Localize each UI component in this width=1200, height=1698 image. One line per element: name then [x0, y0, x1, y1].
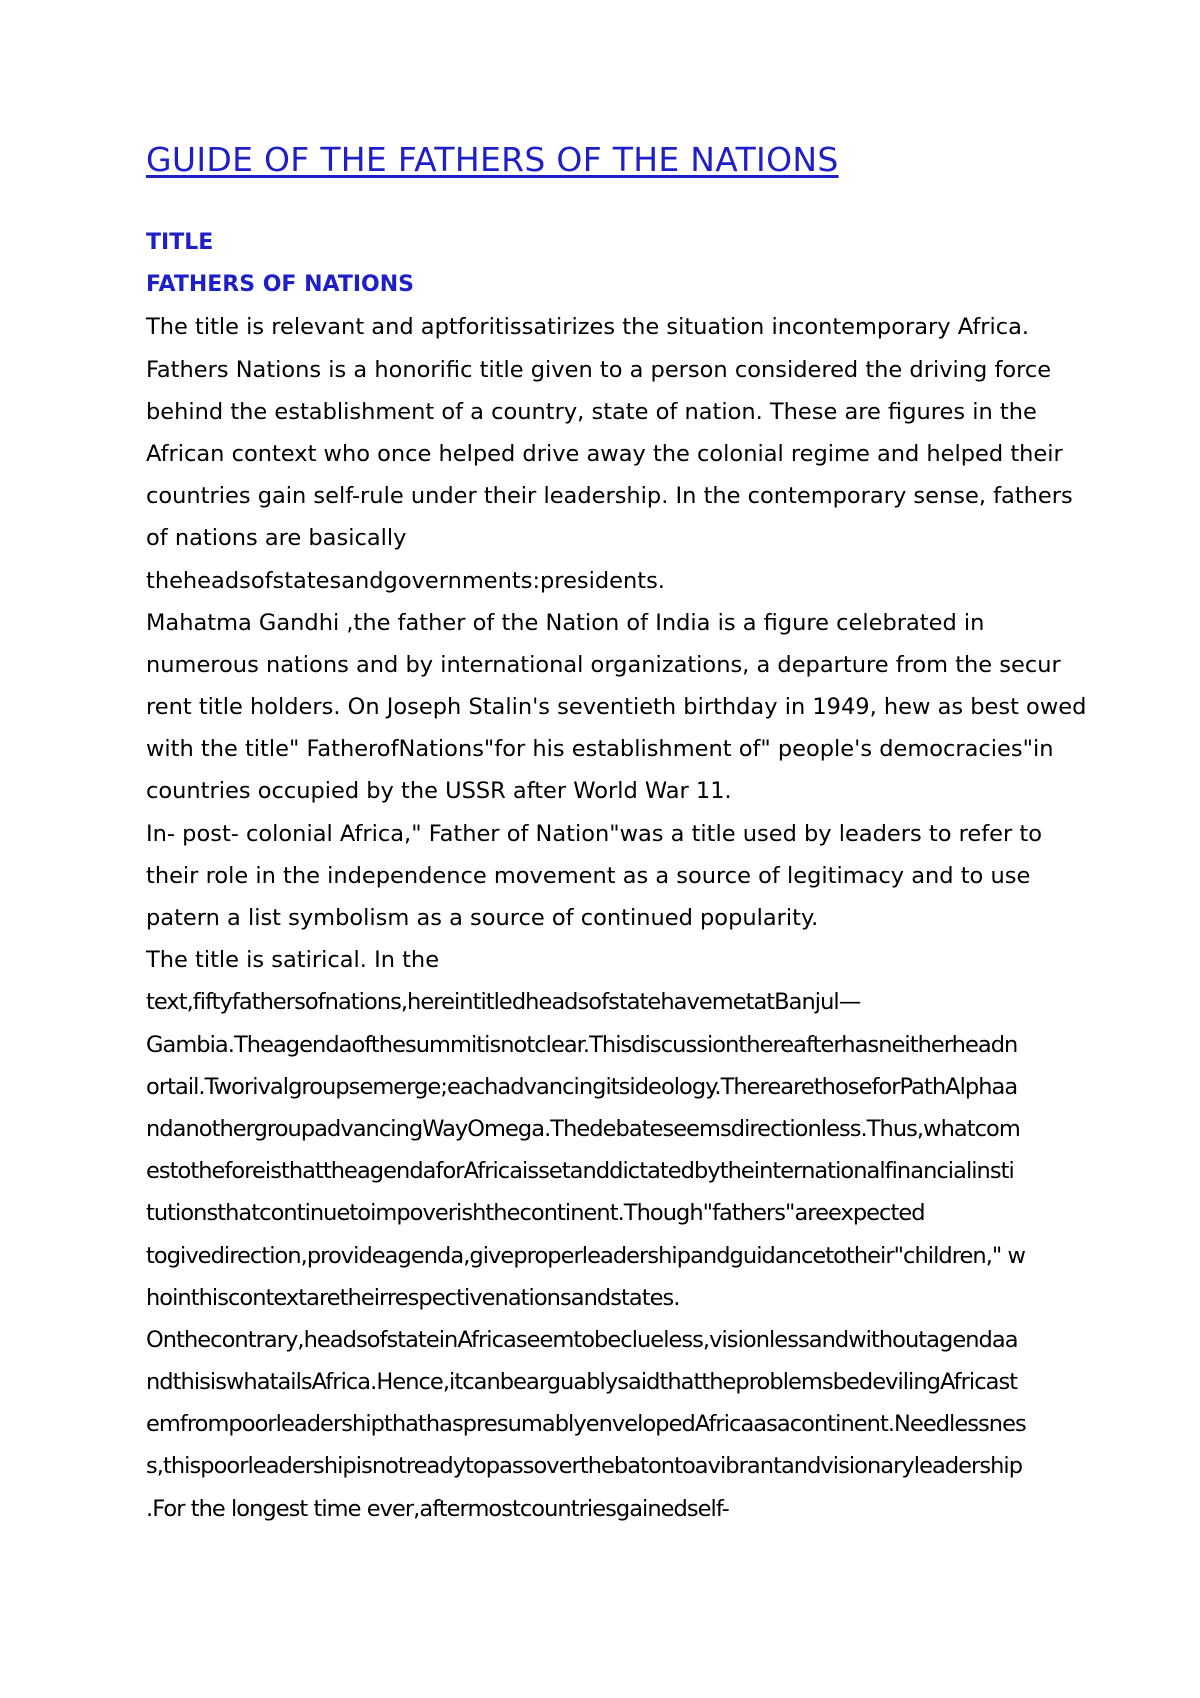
- paragraph-line: s,thispoorleadershipisnotreadytopassoverthebatontoavibrantandvisionaryleadership: [146, 1453, 1023, 1480]
- paragraph-line: Onthecontrary,headsofstateinAfricaseemtobeclueless,visionlessandwithoutagendaa: [146, 1326, 1018, 1353]
- document-title: GUIDE OF THE FATHERS OF THE NATIONS: [146, 140, 839, 179]
- paragraph-line: with the title" FatherofNations"for his establishment of" people's democracies"in: [146, 736, 1054, 763]
- paragraph-line: theheadsofstatesandgovernments:presidents.: [146, 567, 665, 594]
- paragraph-line: text,fiftyfathersofnations,hereintitledheadsofstatehavemetatBanjul—: [146, 989, 861, 1016]
- paragraph-line: ortail.Tworivalgroupsemerge;eachadvancingitsideology.TherearethoseforPathAlphaa: [146, 1073, 1018, 1100]
- paragraph-line: of nations are basically: [146, 525, 407, 552]
- paragraph-line: tutionsthatcontinuetoimpoverishthecontinent.Though"fathers"areexpected: [146, 1200, 925, 1227]
- paragraph-line: .For the longest time ever,aftermostcountriesgainedself-: [146, 1495, 729, 1522]
- paragraph-line: Gambia.Theagendaofthesummitisnotclear.Thisdiscussionthereafterhasneitherheadn: [146, 1031, 1018, 1058]
- paragraph-line: behind the establishment of a country, state of nation. These are figures in the: [146, 398, 1037, 425]
- paragraph-line: Fathers Nations is a honorific title given to a person considered the driving force: [146, 356, 1052, 383]
- paragraph-line: Mahatma Gandhi ,the father of the Nation of India is a figure celebrated in: [146, 609, 985, 636]
- heading-title: TITLE: [146, 230, 214, 255]
- paragraph-line: ndthisiswhatailsAfrica.Hence,itcanbearguablysaidthattheproblemsbedevilingAfricast: [146, 1369, 1018, 1396]
- document-body: [146, 222, 1176, 1530]
- heading-fathers-of-nations: FATHERS OF NATIONS: [146, 272, 414, 298]
- paragraph-line: countries gain self-rule under their leadership. In the contemporary sense, fathers: [146, 483, 1073, 510]
- paragraph-line: The title is satirical. In the: [146, 947, 440, 974]
- paragraph-line: their role in the independence movement as a source of legitimacy and to use: [146, 862, 1031, 889]
- paragraph-line: emfrompoorleadershipthathaspresumablyenvelopedAfricaasacontinent.Needlessnes: [146, 1411, 1026, 1438]
- paragraph-line: countries occupied by the USSR after World War 11.: [146, 778, 732, 805]
- paragraph-line: patern a list symbolism as a source of continued popularity.: [146, 905, 819, 931]
- paragraph-line: hointhiscontextaretheirrespectivenationsandstates.: [146, 1284, 680, 1311]
- paragraph-line: The title is relevant and aptforitissatirizes the situation incontemporary Africa.: [146, 314, 1030, 341]
- paragraph-line: In- post- colonial Africa," Father of Nation"was a title used by leaders to refer to: [146, 820, 1042, 847]
- paragraph-line: African context who once helped drive away the colonial regime and helped their: [146, 440, 1063, 467]
- paragraph-line: numerous nations and by international organizations, a departure from the secur: [146, 651, 1061, 678]
- paragraph-line: rent title holders. On Joseph Stalin's seventieth birthday in 1949, hew as best owed: [146, 694, 1087, 721]
- paragraph-line: estotheforeisthattheagendaforAfricaissetanddictatedbytheinternationalfinancialinsti: [146, 1158, 1014, 1185]
- paragraph-line: ndanothergroupadvancingWayOmega.Thedebateseemsdirectionless.Thus,whatcom: [146, 1115, 1020, 1142]
- paragraph-line: togivedirection,provideagenda,giveproperleadershipandguidancetotheir"children," w: [146, 1242, 1025, 1269]
